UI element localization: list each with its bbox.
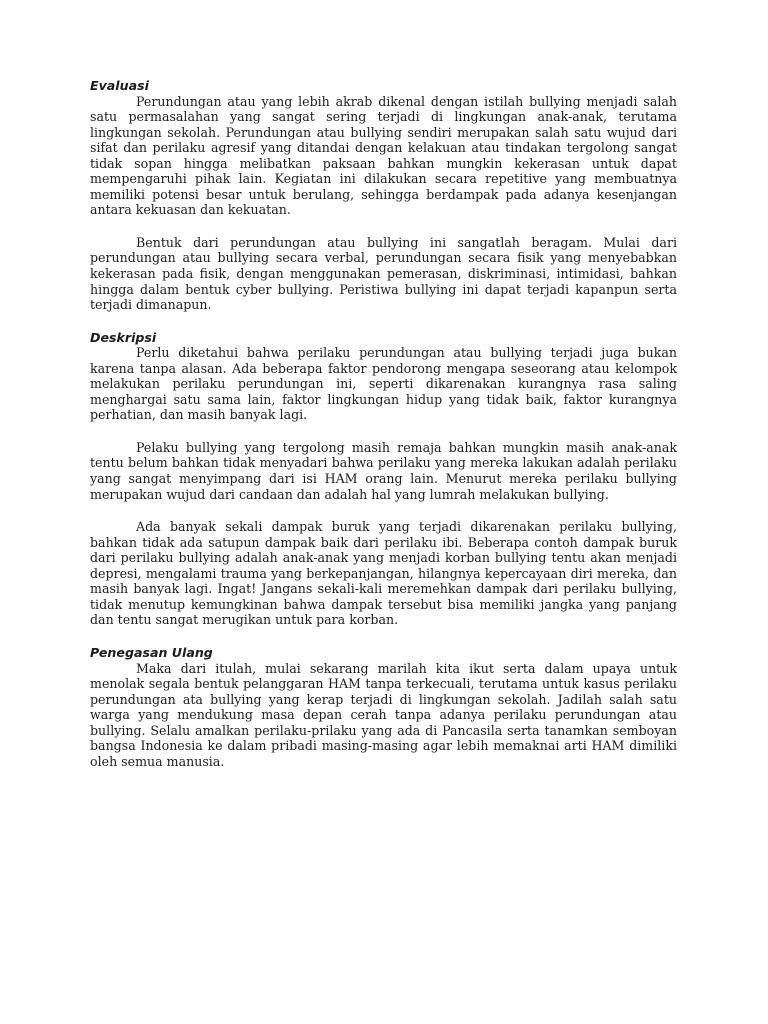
paragraph: Ada banyak sekali dampak buruk yang terjadi dikarenakan perilaku bullying, bahkan tidak ada satupun dampak baik dari perilaku ibi. Beberapa contoh dampak buruk dari perilaku bullying adalah anak-anak yang menjadi korban bullying tentu akan menjadi depresi, mengalami trauma yang berkepanjangan, hilangnya kepercayaan diri mereka, dan masih banyak lagi. Ingat! Jangans sekali-kali meremehkan dampak dari perilaku bullying, tidak menutup kemungkinan bahwa dampak tersebut bisa memiliki jangka yang panjang dan tentu sangat merugikan untuk para korban. [90,519,677,628]
section-heading: Deskripsi [90,329,157,345]
section-heading: Evaluasi [90,78,149,93]
paragraph: Bentuk dari perundungan atau bullying ini sangatlah beragam. Mulai dari perundungan atau bullying secara verbal, perundungan secara fisik yang menyebabkan kekerasan pada fisik, dengan menggunakan pemerasan, diskriminasi, intimidasi, bahkan hingga dalam bentuk cyber bullying. Peristiwa bullying ini dapat terjadi kapanpun serta terjadi dimanapun. [90,234,677,313]
section-heading: Penegasan Ulang [90,644,213,660]
paragraph: Maka dari itulah, mulai sekarang marilah kita ikut serta dalam upaya untuk menolak segala bentuk pelanggaran HAM tanpa terkecuali, terutama untuk kasus perilaku perundungan ata bullying yang kerap terjadi di lingkungan sekolah. Jadilah salah satu warga yang mendukung masa depan cerah tanpa adanya perilaku perundungan atau bullying. Selalu amalkan perilaku-prilaku yang ada di Pancasila serta tanamkan semboyan bangsa Indonesia ke dalam pribadi masing-masing agar lebih memaknai arti HAM dimiliki oleh semua manusia. [90,660,677,769]
section-evaluasi [90,78,677,313]
paragraph: Pelaku bullying yang tergolong masih remaja bahkan mungkin masih anak-anak tentu belum bahkan tidak menyadari bahwa perilaku yang mereka lakukan adalah perilaku yang sangat menyimpang dari isi HAM orang lain. Menurut mereka perilaku bullying merupakan wujud dari candaan dan adalah hal yang lumrah melakukan bullying. [90,439,677,502]
section-deskripsi [90,330,677,628]
section-penegasan-ulang [90,645,677,769]
paragraph: Perlu diketahui bahwa perilaku perundungan atau bullying terjadi juga bukan karena tanpa alasan. Ada beberapa faktor pendorong mengapa seseorang atau kelompok melakukan perilaku perundungan ini, seperti dikarenakan kurangnya rasa saling menghargai satu sama lain, faktor lingkungan hidup yang tidak baik, faktor kurangnya perhatian, dan masih banyak lagi. [90,345,677,423]
paragraph: Perundungan atau yang lebih akrab dikenal dengan istilah bullying menjadi salah satu permasalahan yang sangat sering terjadi di lingkungan anak-anak, terutama lingkungan sekolah. Perundungan atau bullying sendiri merupakan salah satu wujud dari sifat dan perilaku agresif yang ditandai dengan kelakuan atau tindakan tergolong sangat tidak sopan hingga melibatkan paksaan bahkan mungkin kekerasan untuk dapat mempengaruhi pihak lain. Kegiatan ini dilakukan secara repetitive yang membuatnya memiliki potensi besar untuk berulang, sehingga berdampak pada adanya kesenjangan antara kekuasan dan kekuatan. [90,93,677,218]
document-page [90,78,677,769]
